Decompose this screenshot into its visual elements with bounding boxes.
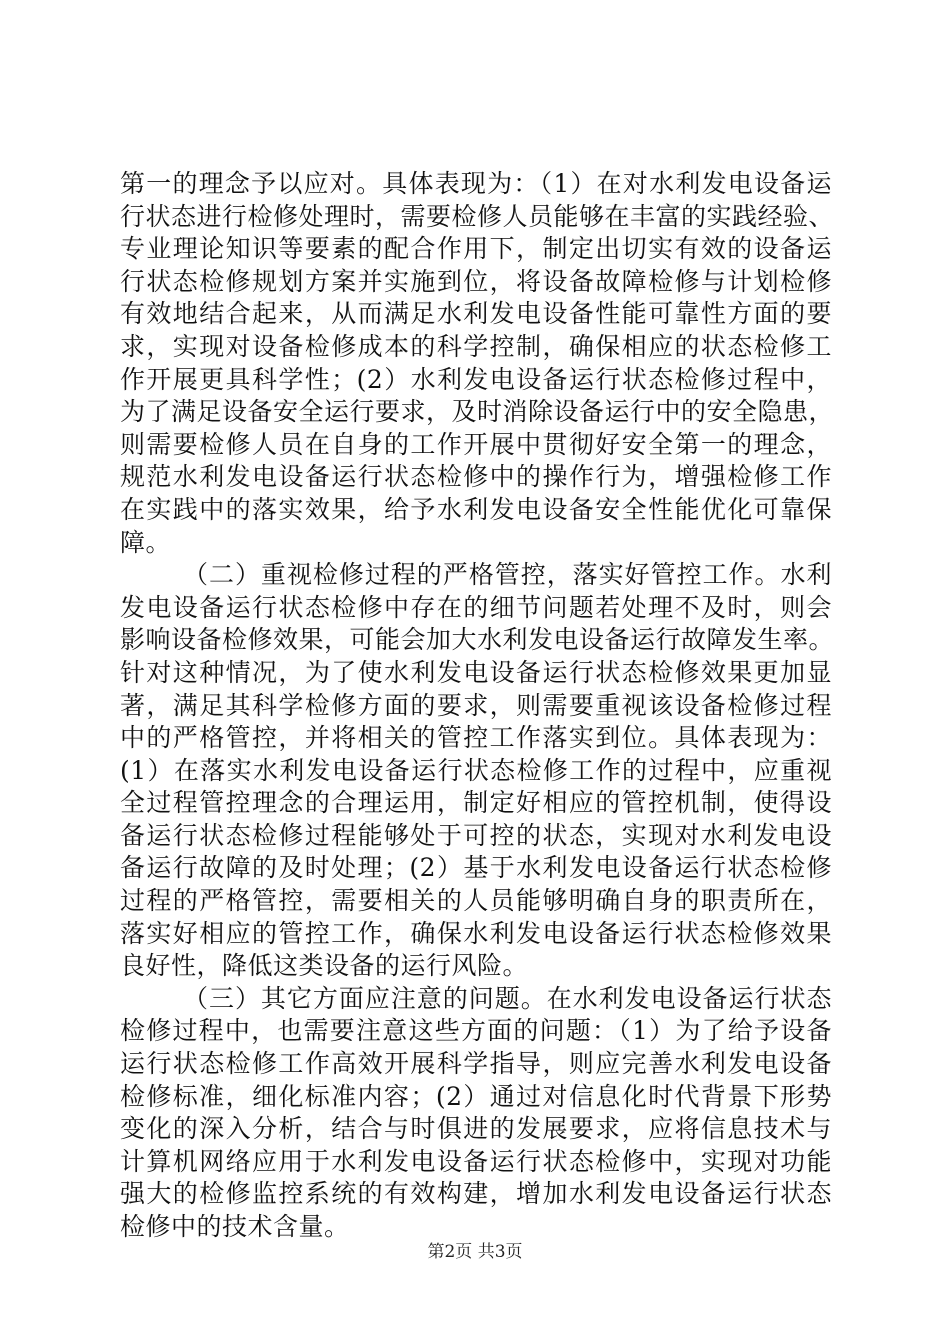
body-text bbox=[120, 168, 835, 1244]
text-line: 第一的理念予以应对。具体表现为：（1）在对水利发电设备运 bbox=[120, 169, 832, 198]
text-line: 行状态进行检修处理时，需要检修人员能够在丰富的实践经验、 bbox=[120, 201, 835, 231]
text-line: 检修中的技术含量。 bbox=[120, 1212, 350, 1241]
text-line: 著，满足其科学检修方面的要求，则需要重视该设备检修过程 bbox=[120, 690, 832, 720]
text-line: 备运行状态检修过程能够处于可控的状态，实现对水利发电设 bbox=[120, 820, 832, 850]
paragraph-heading-line: （三）其它方面应注意的问题。在水利发电设备运行状态 bbox=[183, 983, 832, 1013]
text-line: 过程的严格管控，需要相关的人员能够明确自身的职责所在， bbox=[120, 886, 832, 916]
text-line: 强大的检修监控系统的有效构建，增加水利发电设备运行状态 bbox=[120, 1179, 832, 1209]
text-line: 规范水利发电设备运行状态检修中的操作行为，增强检修工作 bbox=[120, 462, 832, 492]
text-line: (1）在落实水利发电设备运行状态检修工作的过程中，应重视 bbox=[120, 755, 832, 785]
text-line: 良好性，降低这类设备的运行风险。 bbox=[120, 951, 529, 981]
paragraph-heading-line: （二）重视检修过程的严格管控，落实好管控工作。水利 bbox=[183, 560, 832, 590]
text-line: 变化的深入分析，结合与时俱进的发展要求，应将信息技术与 bbox=[120, 1114, 832, 1144]
text-line: 计算机网络应用于水利发电设备运行状态检修中，实现对功能 bbox=[120, 1146, 832, 1176]
text-line: 运行状态检修工作高效开展科学指导，则应完善水利发电设备 bbox=[120, 1049, 832, 1079]
text-line: 针对这种情况，为了使水利发电设备运行状态检修效果更加显 bbox=[120, 657, 832, 687]
page-footer bbox=[0, 1240, 950, 1264]
text-line: 障。 bbox=[120, 527, 172, 557]
text-line: 作开展更具科学性；(2）水利发电设备运行状态检修过程中， bbox=[120, 364, 832, 394]
text-line: 为了满足设备安全运行要求，及时消除设备运行中的安全隐患， bbox=[120, 397, 835, 427]
text-line: 有效地结合起来，从而满足水利发电设备性能可靠性方面的要 bbox=[120, 299, 832, 329]
text-line: 检修标准，细化标准内容；(2）通过对信息化时代背景下形势 bbox=[120, 1081, 832, 1111]
text-line: 行状态检修规划方案并实施到位，将设备故障检修与计划检修 bbox=[120, 266, 832, 296]
text-line: 落实好相应的管控工作，确保水利发电设备运行状态检修效果 bbox=[120, 918, 832, 948]
text-line: 发电设备运行状态检修中存在的细节问题若处理不及时，则会 bbox=[120, 592, 832, 622]
text-line: 备运行故障的及时处理；(2）基于水利发电设备运行状态检修 bbox=[120, 853, 832, 883]
text-line: 专业理论知识等要素的配合作用下，制定出切实有效的设备运 bbox=[120, 234, 832, 264]
text-line: 中的严格管控，并将相关的管控工作落实到位。具体表现为： bbox=[120, 723, 832, 753]
text-line: 全过程管控理念的合理运用，制定好相应的管控机制，使得设 bbox=[120, 788, 832, 818]
page-number-label: 第2页 共3页 bbox=[427, 1242, 523, 1262]
text-line: 则需要检修人员在自身的工作开展中贯彻好安全第一的理念， bbox=[120, 429, 832, 459]
text-line: 检修过程中，也需要注意这些方面的问题：（1）为了给予设备 bbox=[120, 1016, 832, 1046]
text-line: 在实践中的落实效果，给予水利发电设备安全性能优化可靠保 bbox=[120, 494, 832, 524]
text-line: 影响设备检修效果，可能会加大水利发电设备运行故障发生率。 bbox=[120, 625, 835, 655]
text-line: 求，实现对设备检修成本的科学控制，确保相应的状态检修工 bbox=[120, 331, 832, 361]
